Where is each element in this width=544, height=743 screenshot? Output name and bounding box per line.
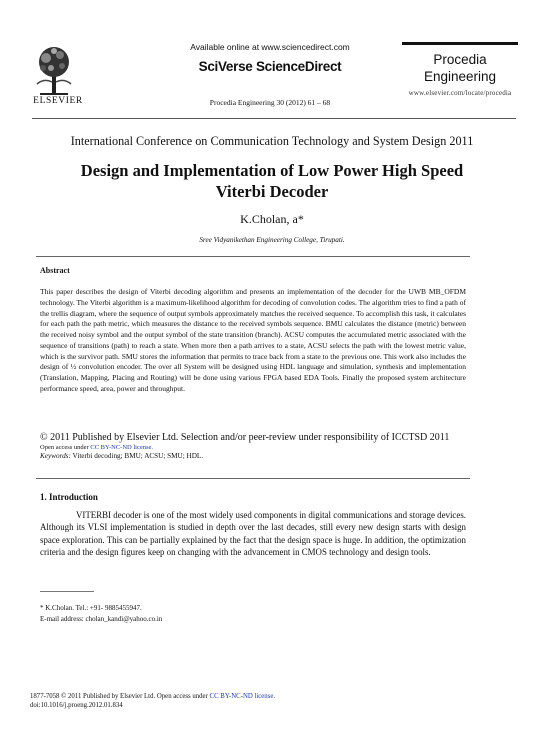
paper-title-line2: Viterbi Decoder (215, 182, 329, 201)
procedia-title-line1: Procedia (433, 52, 487, 67)
elsevier-tree-logo (34, 44, 74, 98)
footer-issn (30, 693, 275, 700)
footnote-divider (40, 591, 94, 592)
footer-issn-text: 1877-7058 © 2011 Published by Elsevier Ltd. Open access under (30, 693, 210, 700)
keywords-label: Keywords: (40, 452, 71, 460)
abstract-body: This paper describes the design of Viterbi decoding algorithm and presents an implementation of the decoder for the UWB MB_OFDM technology. The Viterbi algorithm is a maximum-likelihood algorithm for decoding of convolution codes. The algorithm tries to find a path of the trellis diagram, where the sequence of output symbols approximately matches the received sequence. To accomplish this task, it calculates for each path the path metric, which measures the distance to the received symbols sequence. BMU calculates the distance (metric) between the received noisy symbol and the output symbol of the state transition (branch). ACSU computes the accumulated metric associated with the sequence of transitions (path) to reach a state. When more then a path arrives to a state, ACSU selects the path with the lowest metric value, which is the survivor path. SMU stores the information that permits to trace back from a state to the previous one. This work also includes the design of ½ convolution encoder. The over all System will be designed using HDL language and simulation, synthesis and implementation (Translation, Mapping, Placing and Routing) will be done using various FPGA based EDA Tools. Finally the proposed system architecture performance speed, area, power and throughput. (40, 287, 466, 393)
elsevier-wordmark: ELSEVIER (33, 96, 83, 106)
procedia-url[interactable]: www.elsevier.com/locate/procedia (408, 89, 512, 97)
license-link[interactable]: CC BY-NC-ND license. (90, 444, 154, 451)
header-divider (32, 118, 516, 119)
open-access-note (40, 444, 153, 451)
authors: K.Cholan, a* (240, 212, 304, 226)
available-online-text: Available online at www.sciencedirect.com (190, 42, 350, 52)
procedia-engineering-logo (402, 42, 518, 97)
introduction-paragraph (40, 509, 466, 558)
procedia-top-rule (402, 42, 518, 45)
abstract-heading: Abstract (40, 266, 70, 275)
paper-title (40, 160, 504, 202)
keywords (40, 452, 470, 460)
procedia-title (402, 51, 518, 85)
footer-doi[interactable]: doi:10.1016/j.proeng.2012.01.834 (30, 702, 123, 709)
sciverse-sciencedirect-logo: SciVerse ScienceDirect (198, 59, 342, 74)
keywords-list: Viterbi decoding; BMU; ACSU; SMU; HDL. (70, 452, 204, 460)
introduction-text: VITERBI decoder is one of the most widely used components in digital communications and storage devices. Although its VLSI implementation is studied in depth over the last decades, still every new design starts with design space exploration. This can be partially explained by the fact that the design space is huge. In addition, the optimization criteria and the design figures keep on changing with the advancement in CMOS technology and design tools. (40, 510, 466, 557)
abstract-bottom-divider (36, 478, 470, 479)
abstract-top-divider (36, 256, 470, 257)
affiliation: Sree Vidyanikethan Engineering College, Tirupati. (199, 236, 345, 244)
open-access-prefix: Open access under (40, 444, 91, 451)
copyright-statement: © 2011 Published by Elsevier Ltd. Selection and/or peer-review under responsibility of ICCTSD 2011 (40, 432, 450, 443)
footnote-email: E-mail address: cholan_kandi@yahoo.co.in (40, 615, 163, 623)
procedia-title-line2: Engineering (423, 69, 497, 84)
paper-title-line1: Design and Implementation of Low Power High Speed (80, 161, 464, 180)
footer-license-link[interactable]: CC BY-NC-ND license. (209, 693, 276, 700)
footnote-author: * K.Cholan. Tel.: +91- 9885455947. (40, 604, 142, 612)
section-heading-introduction: 1. Introduction (40, 492, 98, 502)
conference-name: International Conference on Communication Technology and System Design 2011 (70, 134, 474, 148)
journal-reference: Procedia Engineering 30 (2012) 61 – 68 (209, 98, 331, 107)
